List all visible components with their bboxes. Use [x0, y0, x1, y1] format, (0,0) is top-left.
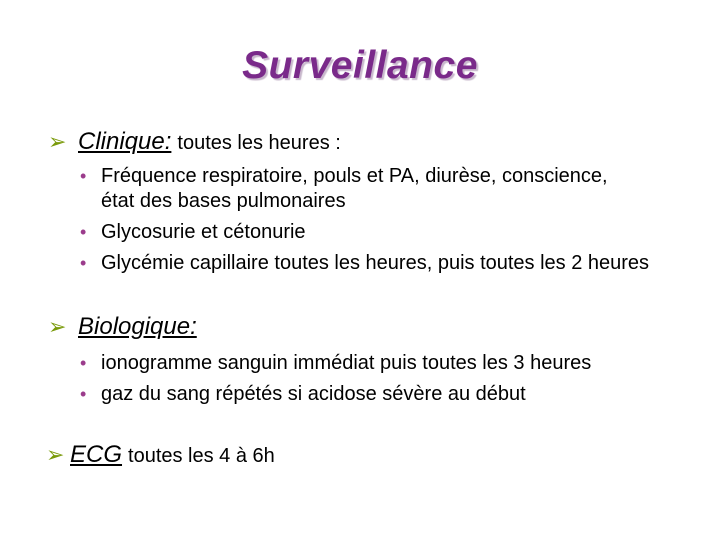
section-heading	[48, 128, 708, 156]
list-item-text: Glycémie capillaire toutes les heures, puis toutes les 2 heures	[101, 252, 650, 274]
list-item-text: ionogramme sanguin immédiat puis toutes les 3 heures	[101, 352, 592, 374]
bullet-dot-icon: •	[80, 166, 87, 186]
list-item	[48, 382, 708, 407]
bullet-dot-icon: •	[80, 253, 87, 273]
bullet-list	[48, 164, 668, 276]
slide-title: Surveillance	[242, 44, 478, 87]
list-item	[48, 351, 661, 376]
list-item-text: gaz du sang répétés si acidose sévère au début	[101, 383, 526, 405]
section-label: ECG	[70, 441, 123, 468]
section-heading	[48, 313, 708, 341]
arrow-bullet-icon: ➢	[46, 443, 65, 468]
section-biologique	[48, 313, 708, 413]
list-item	[48, 164, 621, 214]
bullet-list	[48, 351, 708, 407]
bullet-dot-icon: •	[80, 222, 87, 242]
list-item-text: Fréquence respiratoire, pouls et PA, diurèse, conscience, état des bases pulmonaires	[101, 165, 608, 212]
section-ecg	[46, 441, 706, 469]
list-item-text: Glycosurie et cétonurie	[101, 221, 306, 243]
section-label: Biologique:	[78, 313, 197, 340]
arrow-bullet-icon: ➢	[48, 315, 67, 340]
list-item	[48, 251, 701, 276]
section-heading	[46, 441, 706, 469]
arrow-bullet-icon: ➢	[48, 130, 67, 155]
list-item	[48, 220, 668, 245]
section-suffix: toutes les heures :	[177, 132, 341, 154]
bullet-dot-icon: •	[80, 353, 87, 373]
section-suffix: toutes les 4 à 6h	[128, 445, 275, 467]
section-label: Clinique:	[78, 128, 172, 155]
section-clinique	[48, 128, 708, 282]
bullet-dot-icon: •	[80, 384, 87, 404]
